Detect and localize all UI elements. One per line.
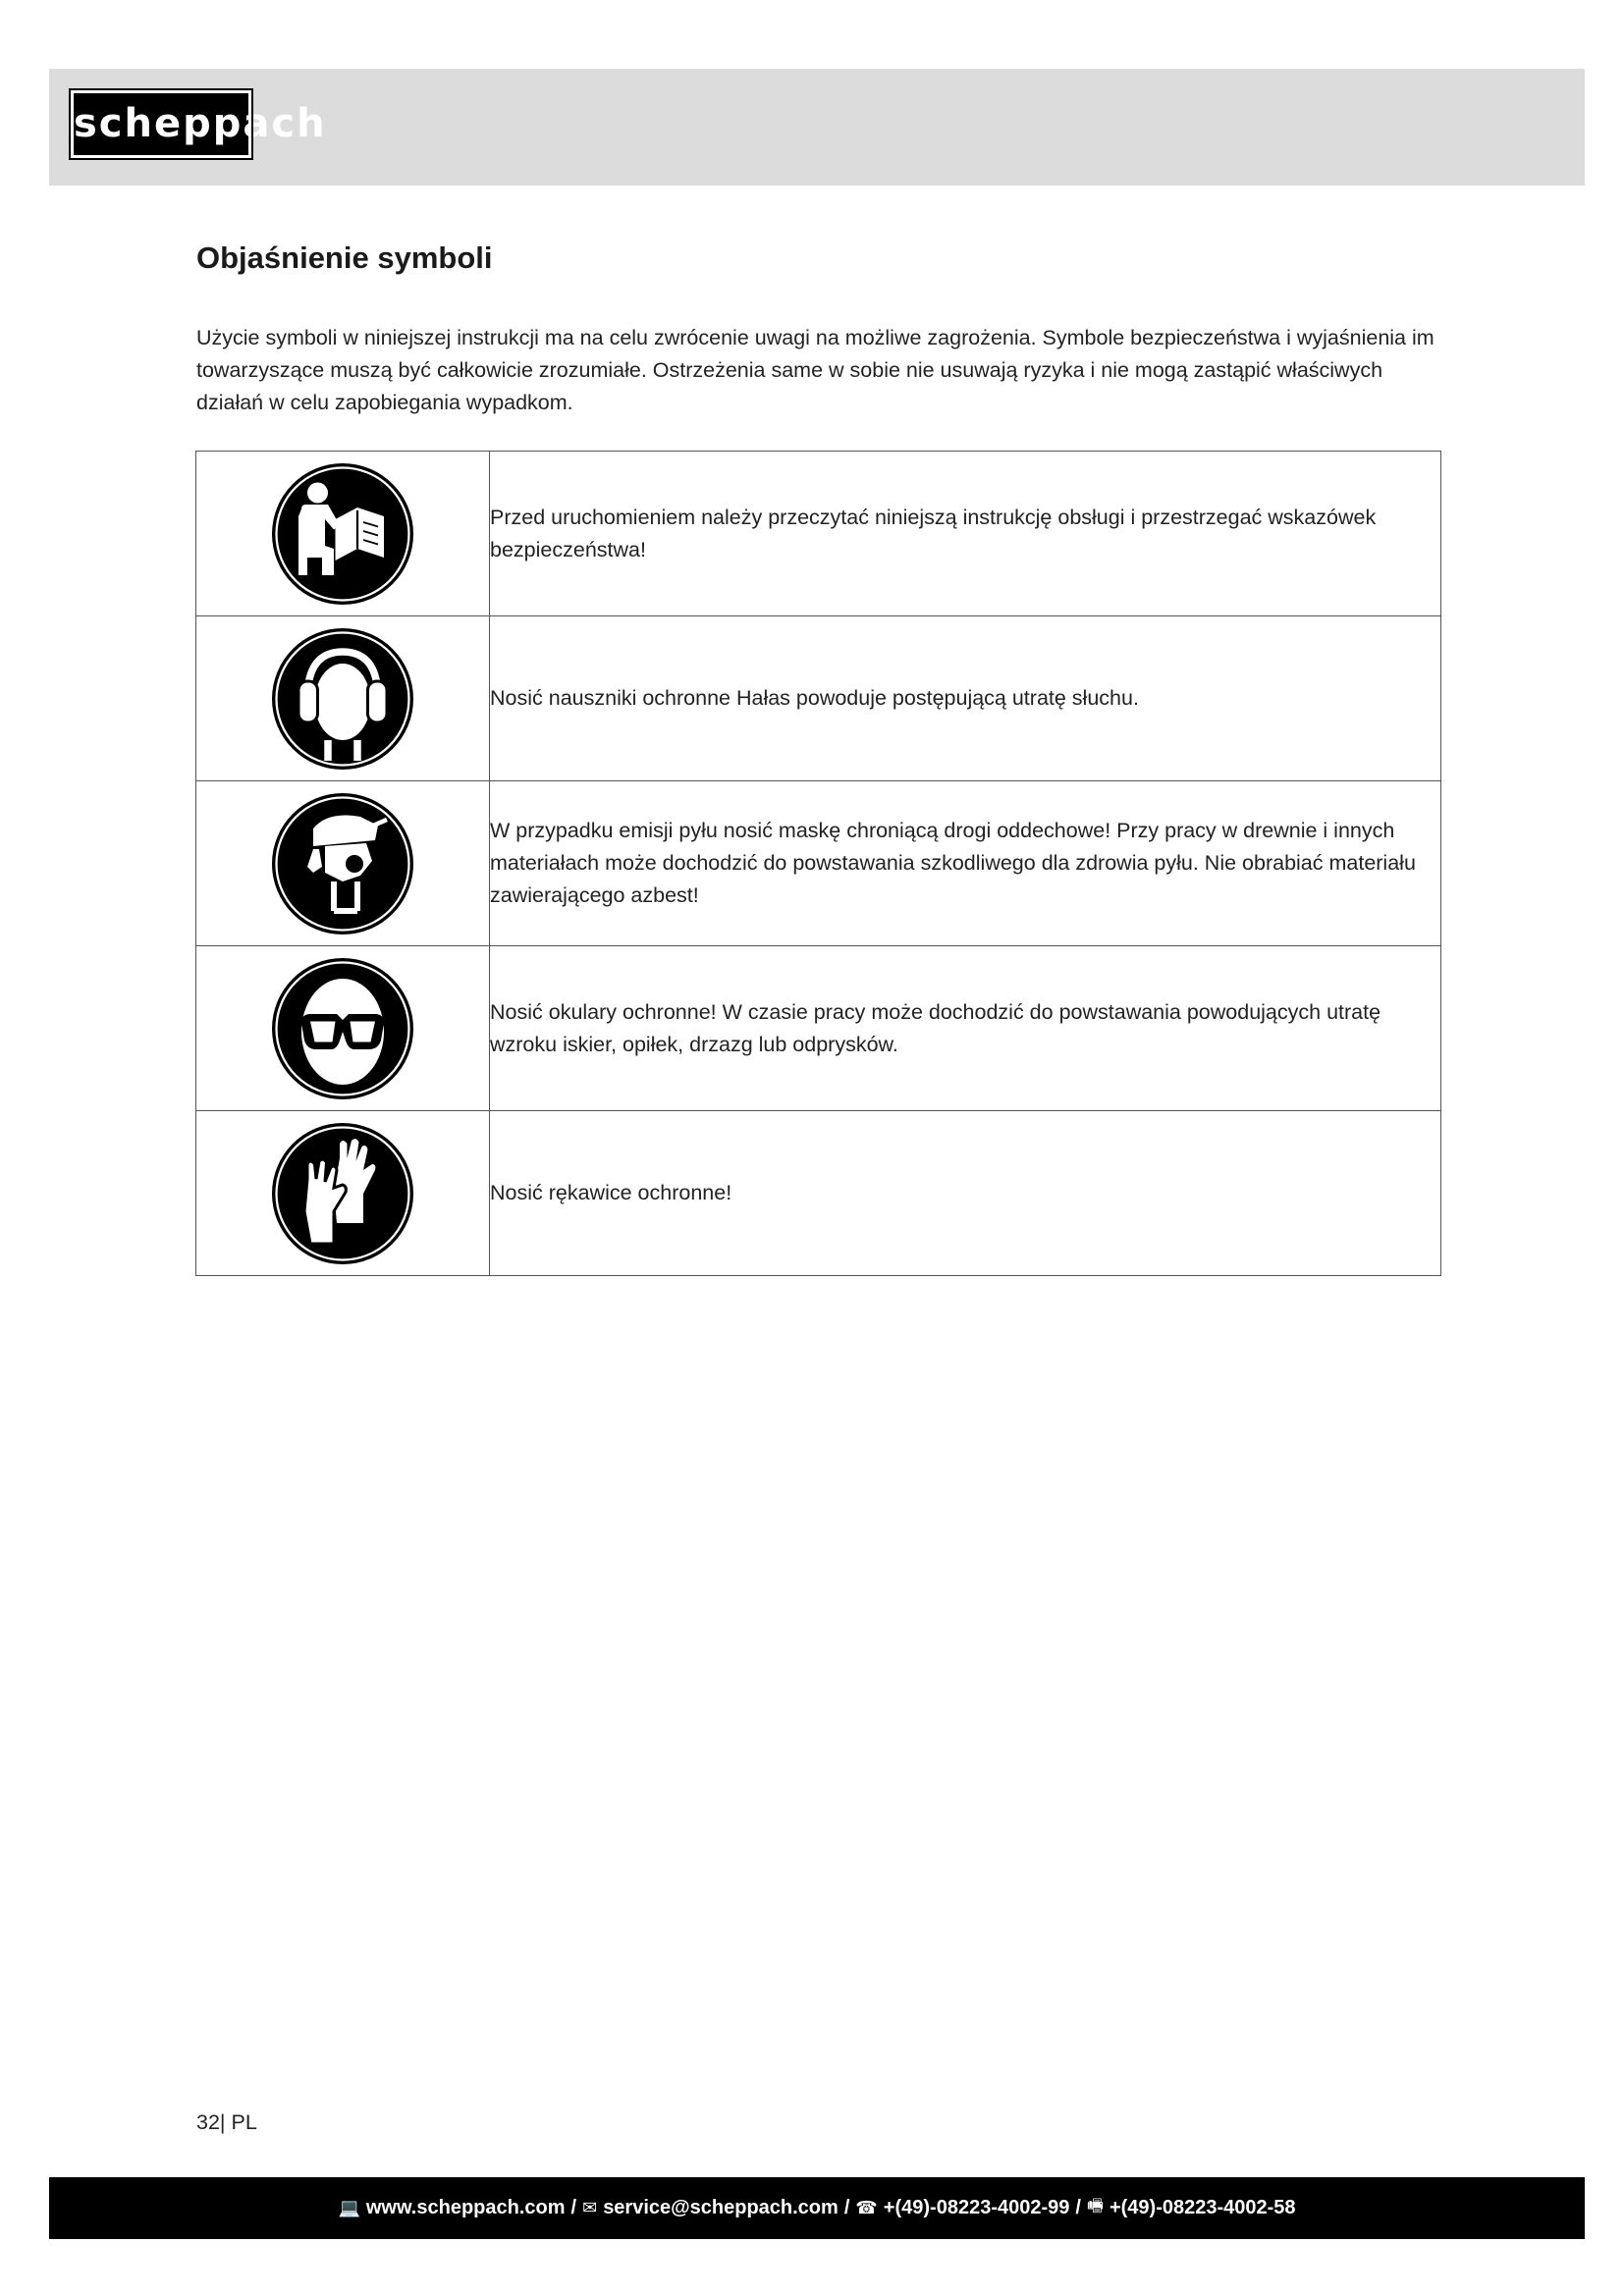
- table-row: [196, 616, 1441, 781]
- safety-glasses-icon: [269, 955, 416, 1102]
- symbols-table: [195, 451, 1441, 1276]
- footer-separator: /: [1075, 2197, 1081, 2218]
- email-icon: ✉: [582, 2198, 598, 2217]
- gloves-icon: [269, 1120, 416, 1267]
- page-title: Objaśnienie symboli: [196, 240, 493, 275]
- page-language: PL: [231, 2110, 257, 2134]
- symbol-description: Nosić rękawice ochronne!: [490, 1111, 1441, 1276]
- symbol-description: W przypadku emisji pyłu nosić maskę chroniącą drogi oddechowe! Przy pracy w drewnie i innych materiałach może dochodzić do powstawania szkodliwego dla zdrowia pyłu. Nie obrabiać materiału zawierającego azbest!: [490, 781, 1441, 946]
- icon-cell: [196, 781, 490, 946]
- footer-band: [49, 2177, 1585, 2239]
- table-row: [196, 781, 1441, 946]
- icon-cell: [196, 616, 490, 781]
- computer-icon: 💻: [338, 2198, 360, 2217]
- read-manual-icon: [269, 460, 416, 608]
- ear-protection-icon: [269, 625, 416, 773]
- footer-phone: +(49)-08223-4002-99: [883, 2197, 1070, 2218]
- footer-website[interactable]: www.scheppach.com: [365, 2197, 566, 2218]
- footer-email[interactable]: service@scheppach.com: [603, 2197, 839, 2218]
- icon-cell: [196, 1111, 490, 1276]
- footer-separator: /: [570, 2197, 577, 2218]
- symbol-description: Nosić nauszniki ochronne Hałas powoduje postępującą utratę słuchu.: [490, 616, 1441, 781]
- brand-logo: scheppach: [71, 90, 251, 158]
- page-number: [196, 2110, 257, 2135]
- page-number-value: 32: [196, 2110, 220, 2134]
- table-row: [196, 1111, 1441, 1276]
- dust-mask-icon: [269, 790, 416, 937]
- page-number-separator: |: [219, 2110, 226, 2134]
- table-row: [196, 946, 1441, 1111]
- symbol-description: Przed uruchomieniem należy przeczytać niniejszą instrukcję obsługi i przestrzegać wskazówek bezpieczeństwa!: [490, 452, 1441, 616]
- footer-separator: /: [843, 2197, 850, 2218]
- icon-cell: [196, 452, 490, 616]
- icon-cell: [196, 946, 490, 1111]
- table-row: [196, 452, 1441, 616]
- footer-fax: +(49)-08223-4002-58: [1109, 2197, 1296, 2218]
- fax-icon: 🖷: [1086, 2195, 1104, 2216]
- symbol-description: Nosić okulary ochronne! W czasie pracy może dochodzić do powstawania powodujących utratę wzroku iskier, opiłek, drzazg lub odprysków.: [490, 946, 1441, 1111]
- phone-icon: ☎: [855, 2198, 878, 2217]
- intro-paragraph: Użycie symboli w niniejszej instrukcji ma na celu zwrócenie uwagi na możliwe zagrożenia. Symbole bezpieczeństwa i wyjaśnienia im towarzyszące muszą być całkowicie zrozumiałe. Ostrzeżenia same w sobie nie usuwają ryzyka i nie mogą zastąpić właściwych działań w celu zapobiegania wypadkom.: [196, 326, 1435, 414]
